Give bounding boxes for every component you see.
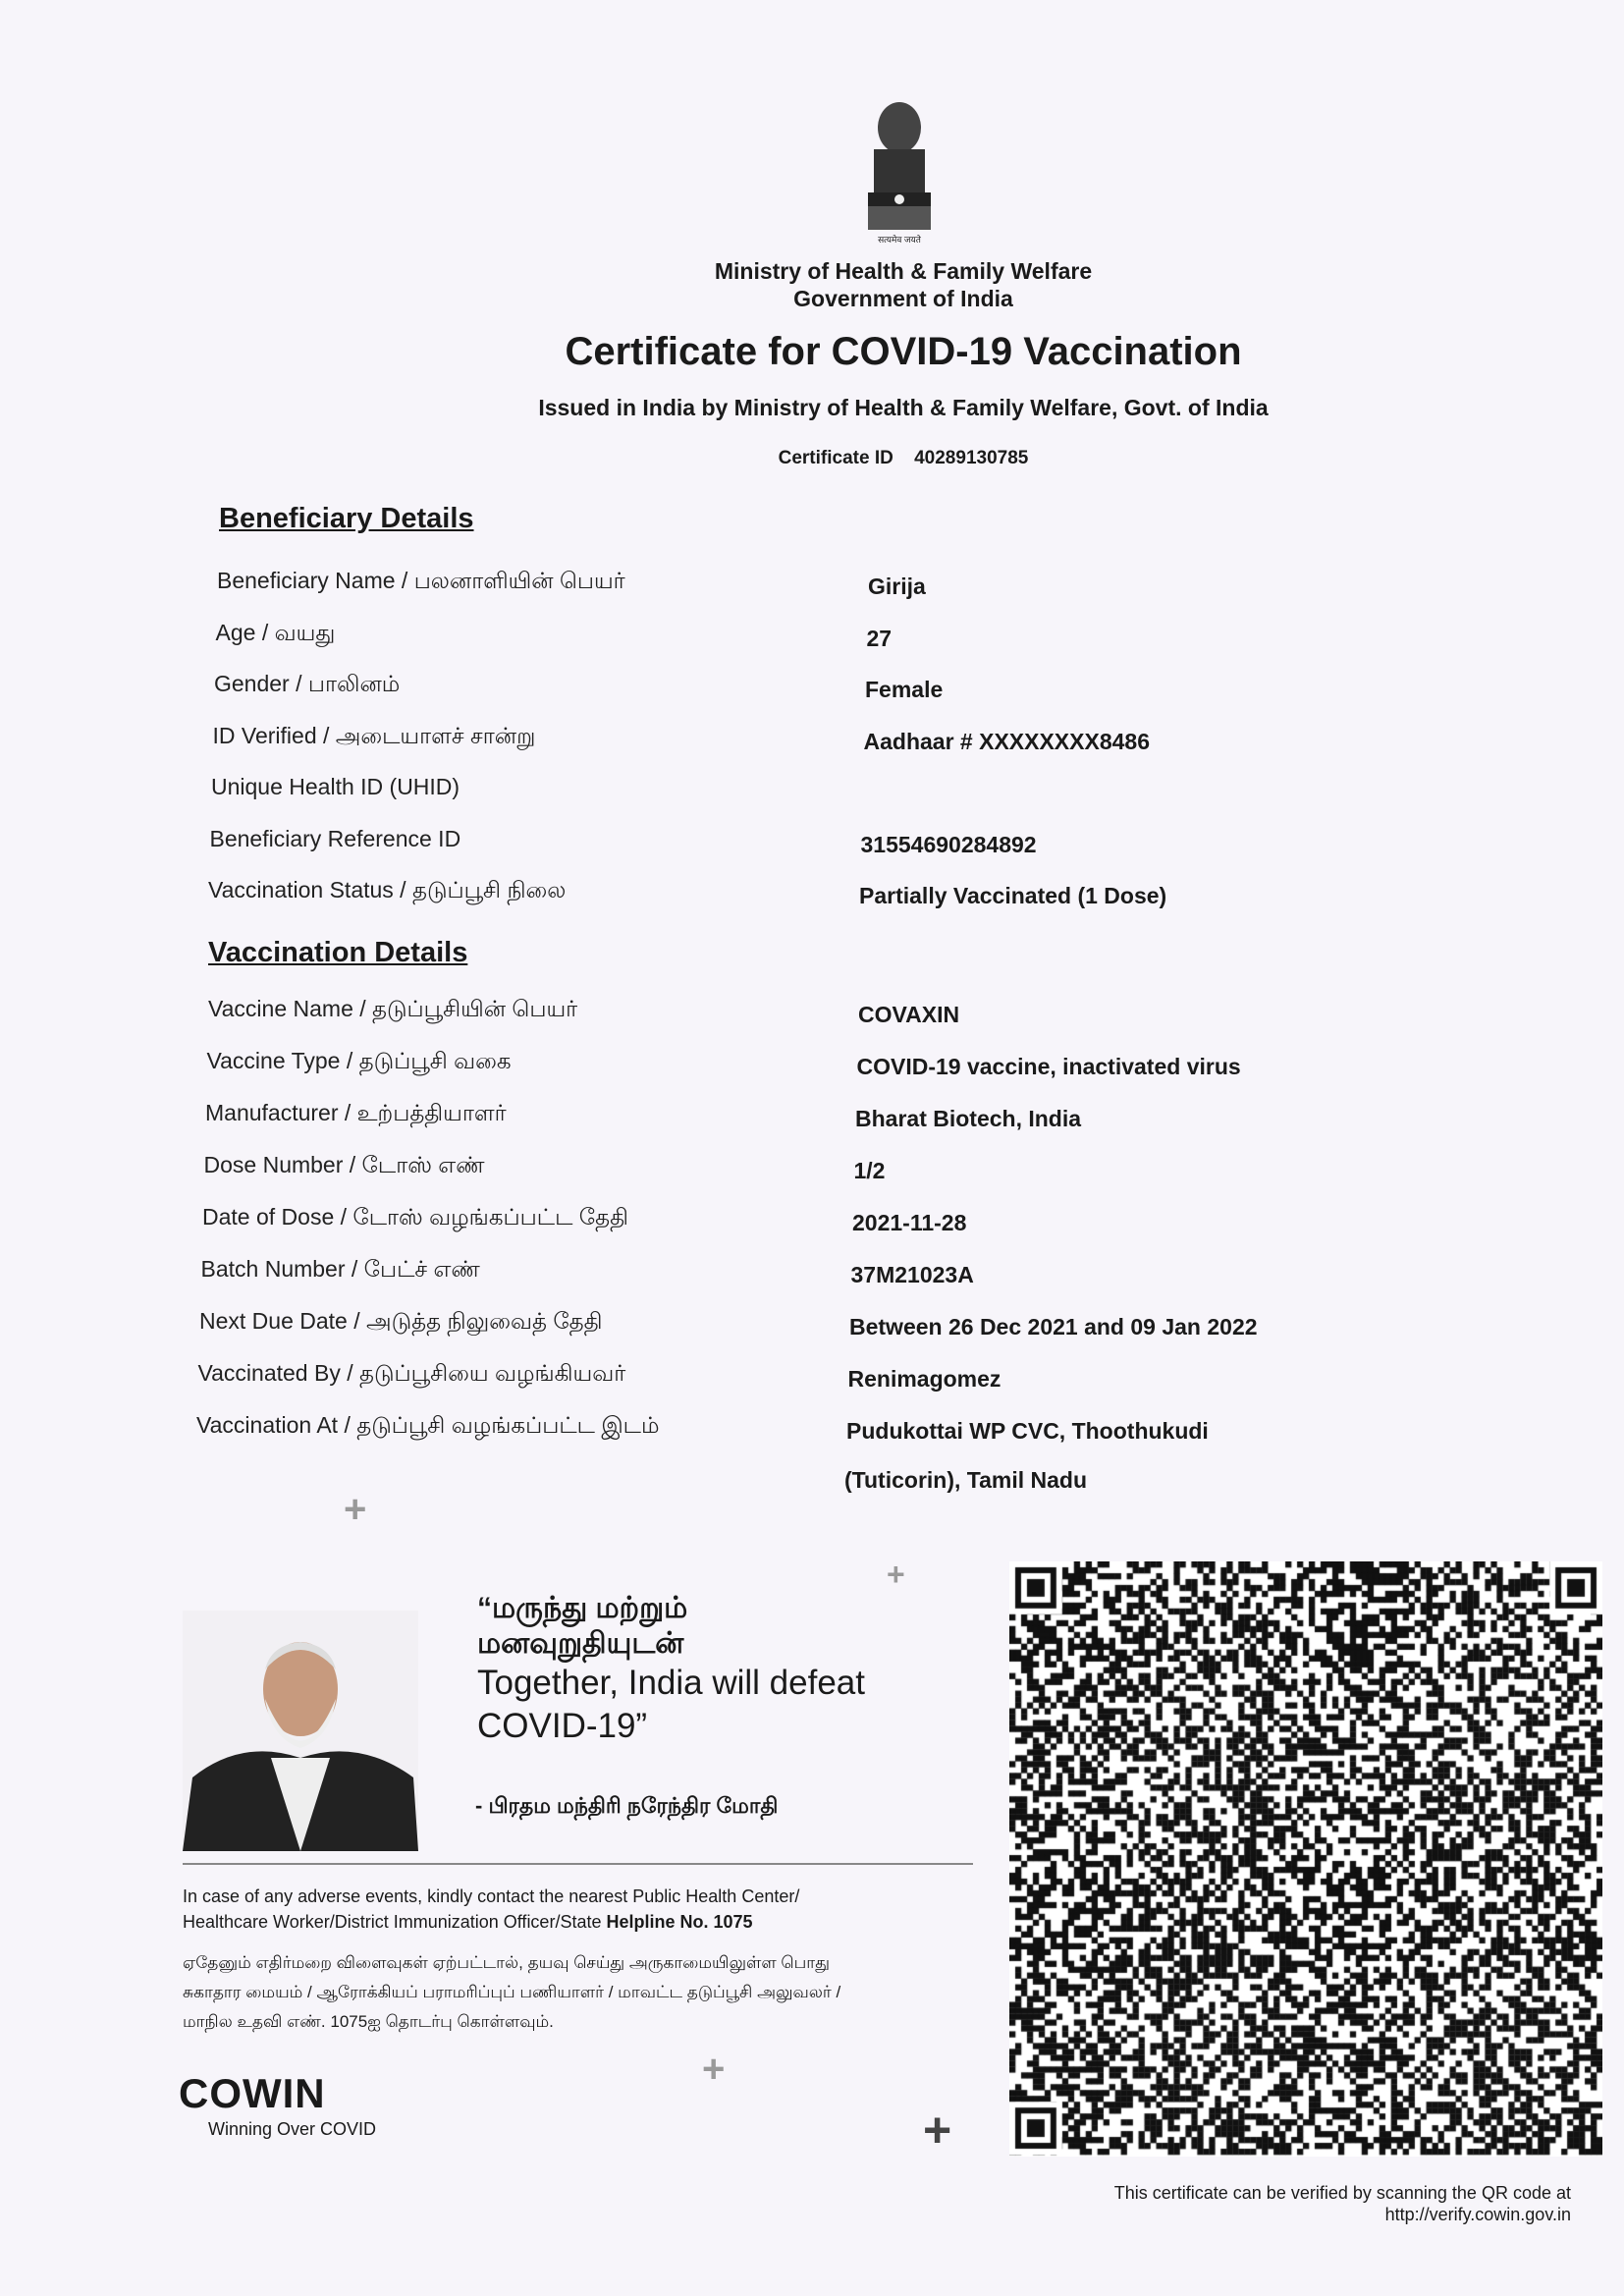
vaccination-value: 1/2 xyxy=(853,1158,886,1183)
vaccination-label: Next Due Date / அடுத்த நிலுவைத் தேதி xyxy=(199,1308,603,1334)
vaccination-label: Vaccine Name / தடுப்பூசியின் பெயர் xyxy=(208,996,578,1021)
plus-decoration-icon: + xyxy=(887,1557,905,1592)
vaccination-value: COVID-19 vaccine, inactivated virus xyxy=(856,1054,1241,1079)
beneficiary-value: 27 xyxy=(866,625,893,651)
emblem-motto: सत्यमेव जयते xyxy=(878,235,921,245)
certificate-id xyxy=(412,448,1394,469)
vaccination-label: Manufacturer / உற்பத்தியாளர் xyxy=(205,1100,507,1125)
quote-tamil-line: “மருந்து மற்றும் xyxy=(477,1592,688,1624)
vaccination-value: 37M21023A xyxy=(850,1262,974,1287)
ministry-name xyxy=(589,257,1218,312)
vaccination-value: Renimagomez xyxy=(847,1366,1001,1392)
vaccination-label: Vaccine Type / தடுப்பூசி வகை xyxy=(206,1048,512,1073)
vaccination-value: 2021-11-28 xyxy=(852,1210,967,1235)
divider xyxy=(183,1863,973,1865)
beneficiary-label: Beneficiary Reference ID xyxy=(209,825,461,851)
beneficiary-label: Unique Health ID (UHID) xyxy=(211,774,460,799)
national-emblem-icon xyxy=(854,98,945,246)
beneficiary-heading: Beneficiary Details xyxy=(219,503,474,534)
quote-english-line: COVID-19” xyxy=(477,1707,648,1745)
vaccination-heading: Vaccination Details xyxy=(208,937,468,968)
subtitle: Issued in India by Ministry of Health & Family Welfare, Govt. of India xyxy=(538,395,1269,420)
quote-attribution: - பிரதம மந்திரி நரேந்திர மோதி xyxy=(475,1793,779,1818)
ministry-line: Ministry of Health & Family Welfare xyxy=(714,258,1093,284)
verify-text: This certificate can be verified by scanning the QR code at xyxy=(1113,2183,1571,2203)
government-line: Government of India xyxy=(793,286,1013,311)
beneficiary-label: Age / வயது xyxy=(215,619,336,645)
verification-qr-code xyxy=(1009,1561,1602,2157)
certificate-id-label: Certificate ID xyxy=(778,448,893,468)
beneficiary-value: 31554690284892 xyxy=(860,831,1037,857)
adverse-events-tamil-line: ஏதேனும் எதிர்மறை விளைவுகள் ஏற்பட்டால், தயவு செய்து அருகாமையிலுள்ள பொது xyxy=(183,1953,830,1972)
vaccination-value: Bharat Biotech, India xyxy=(855,1106,1082,1131)
adverse-events-tamil-line: சுகாதார மையம் / ஆரோக்கியப் பராமரிப்புப் பணியாளர் / மாவட்ட தடுப்பூசி அலுவலர் / xyxy=(183,1983,841,2001)
prime-minister-photo xyxy=(183,1611,418,1851)
adverse-events-english xyxy=(183,1884,968,1935)
verify-note xyxy=(1114,2182,1571,2225)
cowin-logo: COWIN xyxy=(179,2070,326,2116)
vaccination-label: Batch Number / பேட்ச் எண் xyxy=(200,1256,480,1282)
adverse-events-tamil xyxy=(183,1948,968,2037)
helpline-number: Helpline No. 1075 xyxy=(606,1912,753,1932)
beneficiary-value: Female xyxy=(865,677,944,702)
adverse-events-line: In case of any adverse events, kindly contact the nearest Public Health Center/ xyxy=(183,1886,800,1906)
plus-decoration-icon: + xyxy=(344,1488,367,1531)
vaccination-value-continued: (Tuticorin), Tamil Nadu xyxy=(844,1467,1088,1493)
quote-english-line: Together, India will defeat xyxy=(477,1664,865,1702)
verify-url: http://verify.cowin.gov.in xyxy=(1384,2205,1571,2224)
plus-decoration-icon: + xyxy=(923,2103,952,2158)
beneficiary-label: ID Verified / அடையாளச் சான்று xyxy=(212,722,536,748)
plus-decoration-icon: + xyxy=(702,2048,726,2091)
adverse-events-tamil-line: மாநில உதவி எண். 1075ஐ தொடர்பு கொள்ளவும். xyxy=(183,2012,554,2031)
beneficiary-value: Girija xyxy=(868,574,926,599)
beneficiary-value: Partially Vaccinated (1 Dose) xyxy=(859,883,1167,908)
beneficiary-value: Aadhaar # XXXXXXXX8486 xyxy=(863,728,1150,754)
cowin-tagline: Winning Over COVID xyxy=(208,2119,377,2139)
quote xyxy=(477,1591,948,1748)
beneficiary-label: Vaccination Status / தடுப்பூசி நிலை xyxy=(208,877,567,902)
beneficiary-label: Beneficiary Name / பலனாளியின் பெயர் xyxy=(217,568,625,593)
vaccination-value: Pudukottai WP CVC, Thoothukudi xyxy=(846,1418,1209,1444)
beneficiary-label: Gender / பாலினம் xyxy=(214,671,401,696)
vaccination-label: Vaccination At / தடுப்பூசி வழங்கப்பட்ட இடம் xyxy=(196,1412,660,1438)
vaccination-label: Vaccinated By / தடுப்பூசியை வழங்கியவர் xyxy=(197,1360,626,1386)
vaccination-label: Date of Dose / டோஸ் வழங்கப்பட்ட தேதி xyxy=(202,1204,628,1230)
vaccination-value: Between 26 Dec 2021 and 09 Jan 2022 xyxy=(849,1314,1258,1339)
page-title: Certificate for COVID-19 Vaccination xyxy=(565,330,1242,373)
quote-tamil-line: மனவுறுதியுடன் xyxy=(477,1627,684,1660)
certificate-id-value: 40289130785 xyxy=(914,448,1029,468)
adverse-events-line: Healthcare Worker/District Immunization Officer/State xyxy=(183,1912,607,1932)
vaccination-value: COVAXIN xyxy=(858,1002,960,1027)
vaccination-label: Dose Number / டோஸ் எண் xyxy=(203,1152,485,1177)
